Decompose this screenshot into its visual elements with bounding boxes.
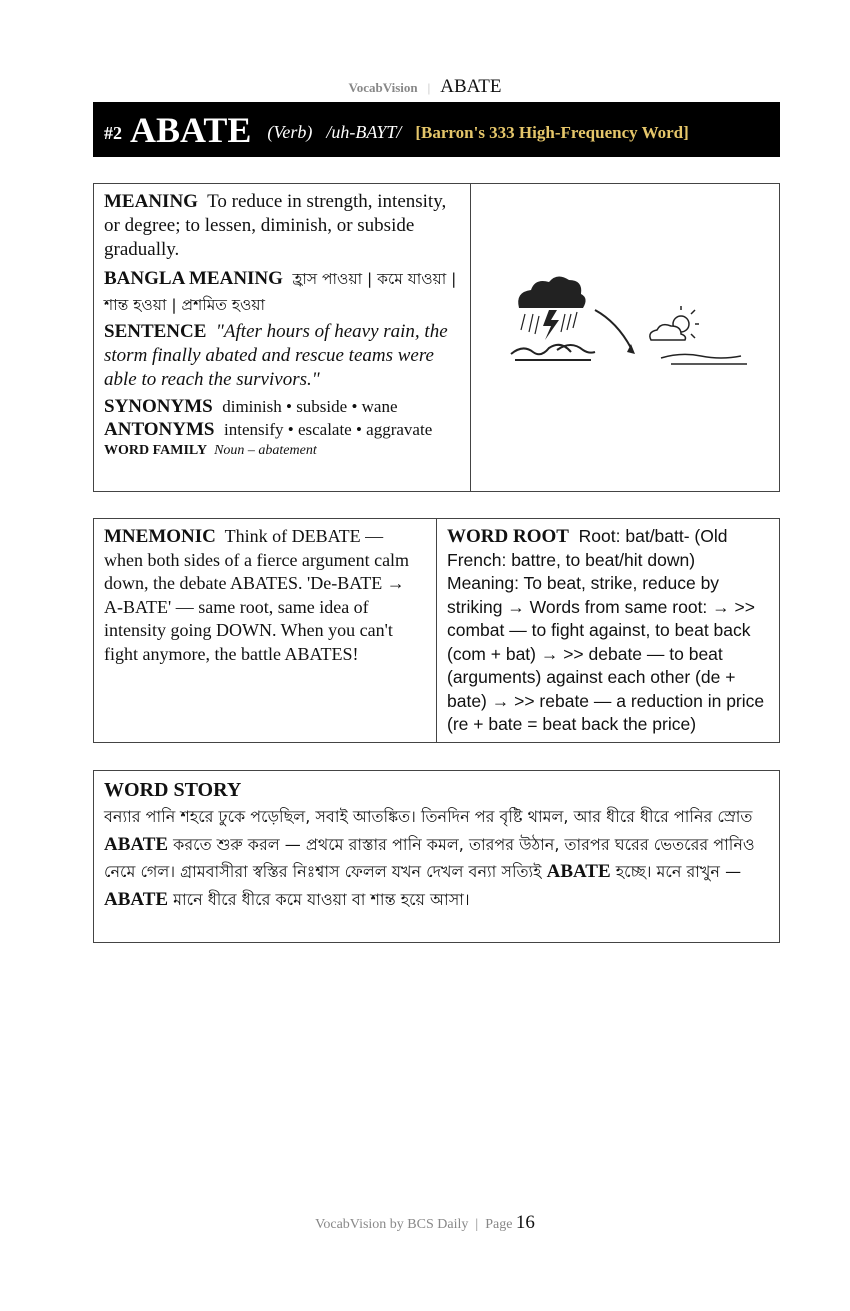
part-of-speech: (Verb) [267, 122, 313, 142]
title-bar [93, 102, 780, 157]
page-footer [0, 1212, 850, 1234]
sentence-label: SENTENCE [104, 321, 207, 342]
header-word: ABATE [440, 76, 502, 97]
story-segment: মানে ধীরে ধীরে কমে যাওয়া বা শান্ত হয়ে আসা। [168, 889, 470, 909]
entry-number: #2 [104, 123, 122, 143]
word-story-text [104, 803, 769, 913]
meaning-text: To reduce in strength, intensity, or degree; to lessen, diminish, or subside gradually. [104, 191, 447, 260]
meaning-block [104, 190, 460, 262]
storm-cloud-icon [518, 276, 585, 340]
mnemonic-text: Think of DEBATE — when both sides of a fierce argument calm down, the debate ABATES. 'De-BATE → A-BATE' — same root, same idea of intensity going DOWN. When you can't fight anymore, the battle ABATES! [104, 526, 410, 664]
page-label: Page [485, 1217, 513, 1232]
footer-text: VocabVision by BCS Daily [315, 1217, 469, 1232]
word-family-block [104, 441, 460, 461]
sentence-text: "After hours of heavy rain, the storm finally abated and rescue teams were able to reach the survivors." [104, 321, 448, 390]
waves-icon [511, 345, 595, 360]
antonyms-block [104, 419, 460, 441]
story-keyword: ABATE [104, 888, 169, 910]
definition-card [93, 183, 780, 492]
arrow-icon [595, 310, 635, 354]
word-root-text: Root: bat/batt- (Old French: battre, to beat/hit down) Meaning: To beat, strike, reduce by striking → Words from same root: → >> combat — to fight against, to beat back (com + bat) → >> debate — to beat (arguments) against each other (de + bate) → >> rebate — a reduction in price (re + bate = beat back the price) [447, 526, 765, 734]
meaning-label: MEANING [104, 191, 198, 212]
definition-text-panel [94, 184, 471, 491]
footer-separator: | [475, 1217, 479, 1232]
synonyms-text: diminish • subside • wane [222, 397, 398, 416]
running-header [0, 76, 850, 98]
pronunciation: /uh-BAYT/ [326, 122, 402, 142]
word-story-card [93, 770, 780, 943]
story-keyword: ABATE [546, 861, 611, 882]
illustration-panel [471, 184, 779, 491]
word-family-text: Noun – abatement [214, 443, 317, 458]
mnemonic-root-card [93, 518, 780, 743]
antonyms-text: intensify • escalate • aggravate [224, 420, 433, 439]
word-story-label: WORD STORY [104, 779, 242, 801]
synonyms-block [104, 395, 460, 419]
mnemonic-panel [94, 519, 437, 742]
sun-cloud-icon [650, 306, 699, 340]
bangla-text: হ্রাস পাওয়া | কমে যাওয়া | শান্ত হওয়া | প্রশমিত হওয়া [104, 270, 457, 314]
headword: ABATE [130, 109, 252, 150]
bangla-label: BANGLA MEANING [104, 268, 283, 289]
synonyms-label: SYNONYMS [104, 396, 213, 417]
frequency-tag: [Barron's 333 High-Frequency Word] [415, 122, 689, 142]
bangla-block [104, 266, 460, 318]
header-separator: | [427, 80, 431, 95]
page-number: 16 [515, 1212, 535, 1233]
word-root-label: WORD ROOT [447, 526, 569, 547]
storm-to-calm-illustration [471, 184, 779, 491]
story-keyword: ABATE [104, 833, 169, 855]
story-segment: হচ্ছে। মনে রাখুন — [610, 862, 742, 881]
antonyms-label: ANTONYMS [104, 419, 215, 440]
story-segment: বন্যার পানি শহরে ঢুকে পড়েছিল, সবাই আতঙ্কিত। তিনদিন পর বৃষ্টি থামল, আর ধীরে ধীরে পানির স্রোত [104, 807, 753, 826]
word-root-panel [437, 519, 779, 742]
calm-water-icon [661, 354, 747, 364]
word-family-label: WORD FAMILY [104, 443, 208, 458]
story-segment: করতে শুরু করল — প্রথমে রাস্তার পানি কমল, তারপর উঠান, তারপর ঘরের ভেতরের পানিও নেমে গেল। গ্রামবাসীরা স্বস্তির নিঃশ্বাস ফেলল যখন দেখল বন্যা সত্যিই [104, 834, 755, 881]
sentence-block [104, 320, 460, 392]
header-brand: VocabVision [348, 80, 418, 95]
mnemonic-label: MNEMONIC [104, 526, 216, 547]
